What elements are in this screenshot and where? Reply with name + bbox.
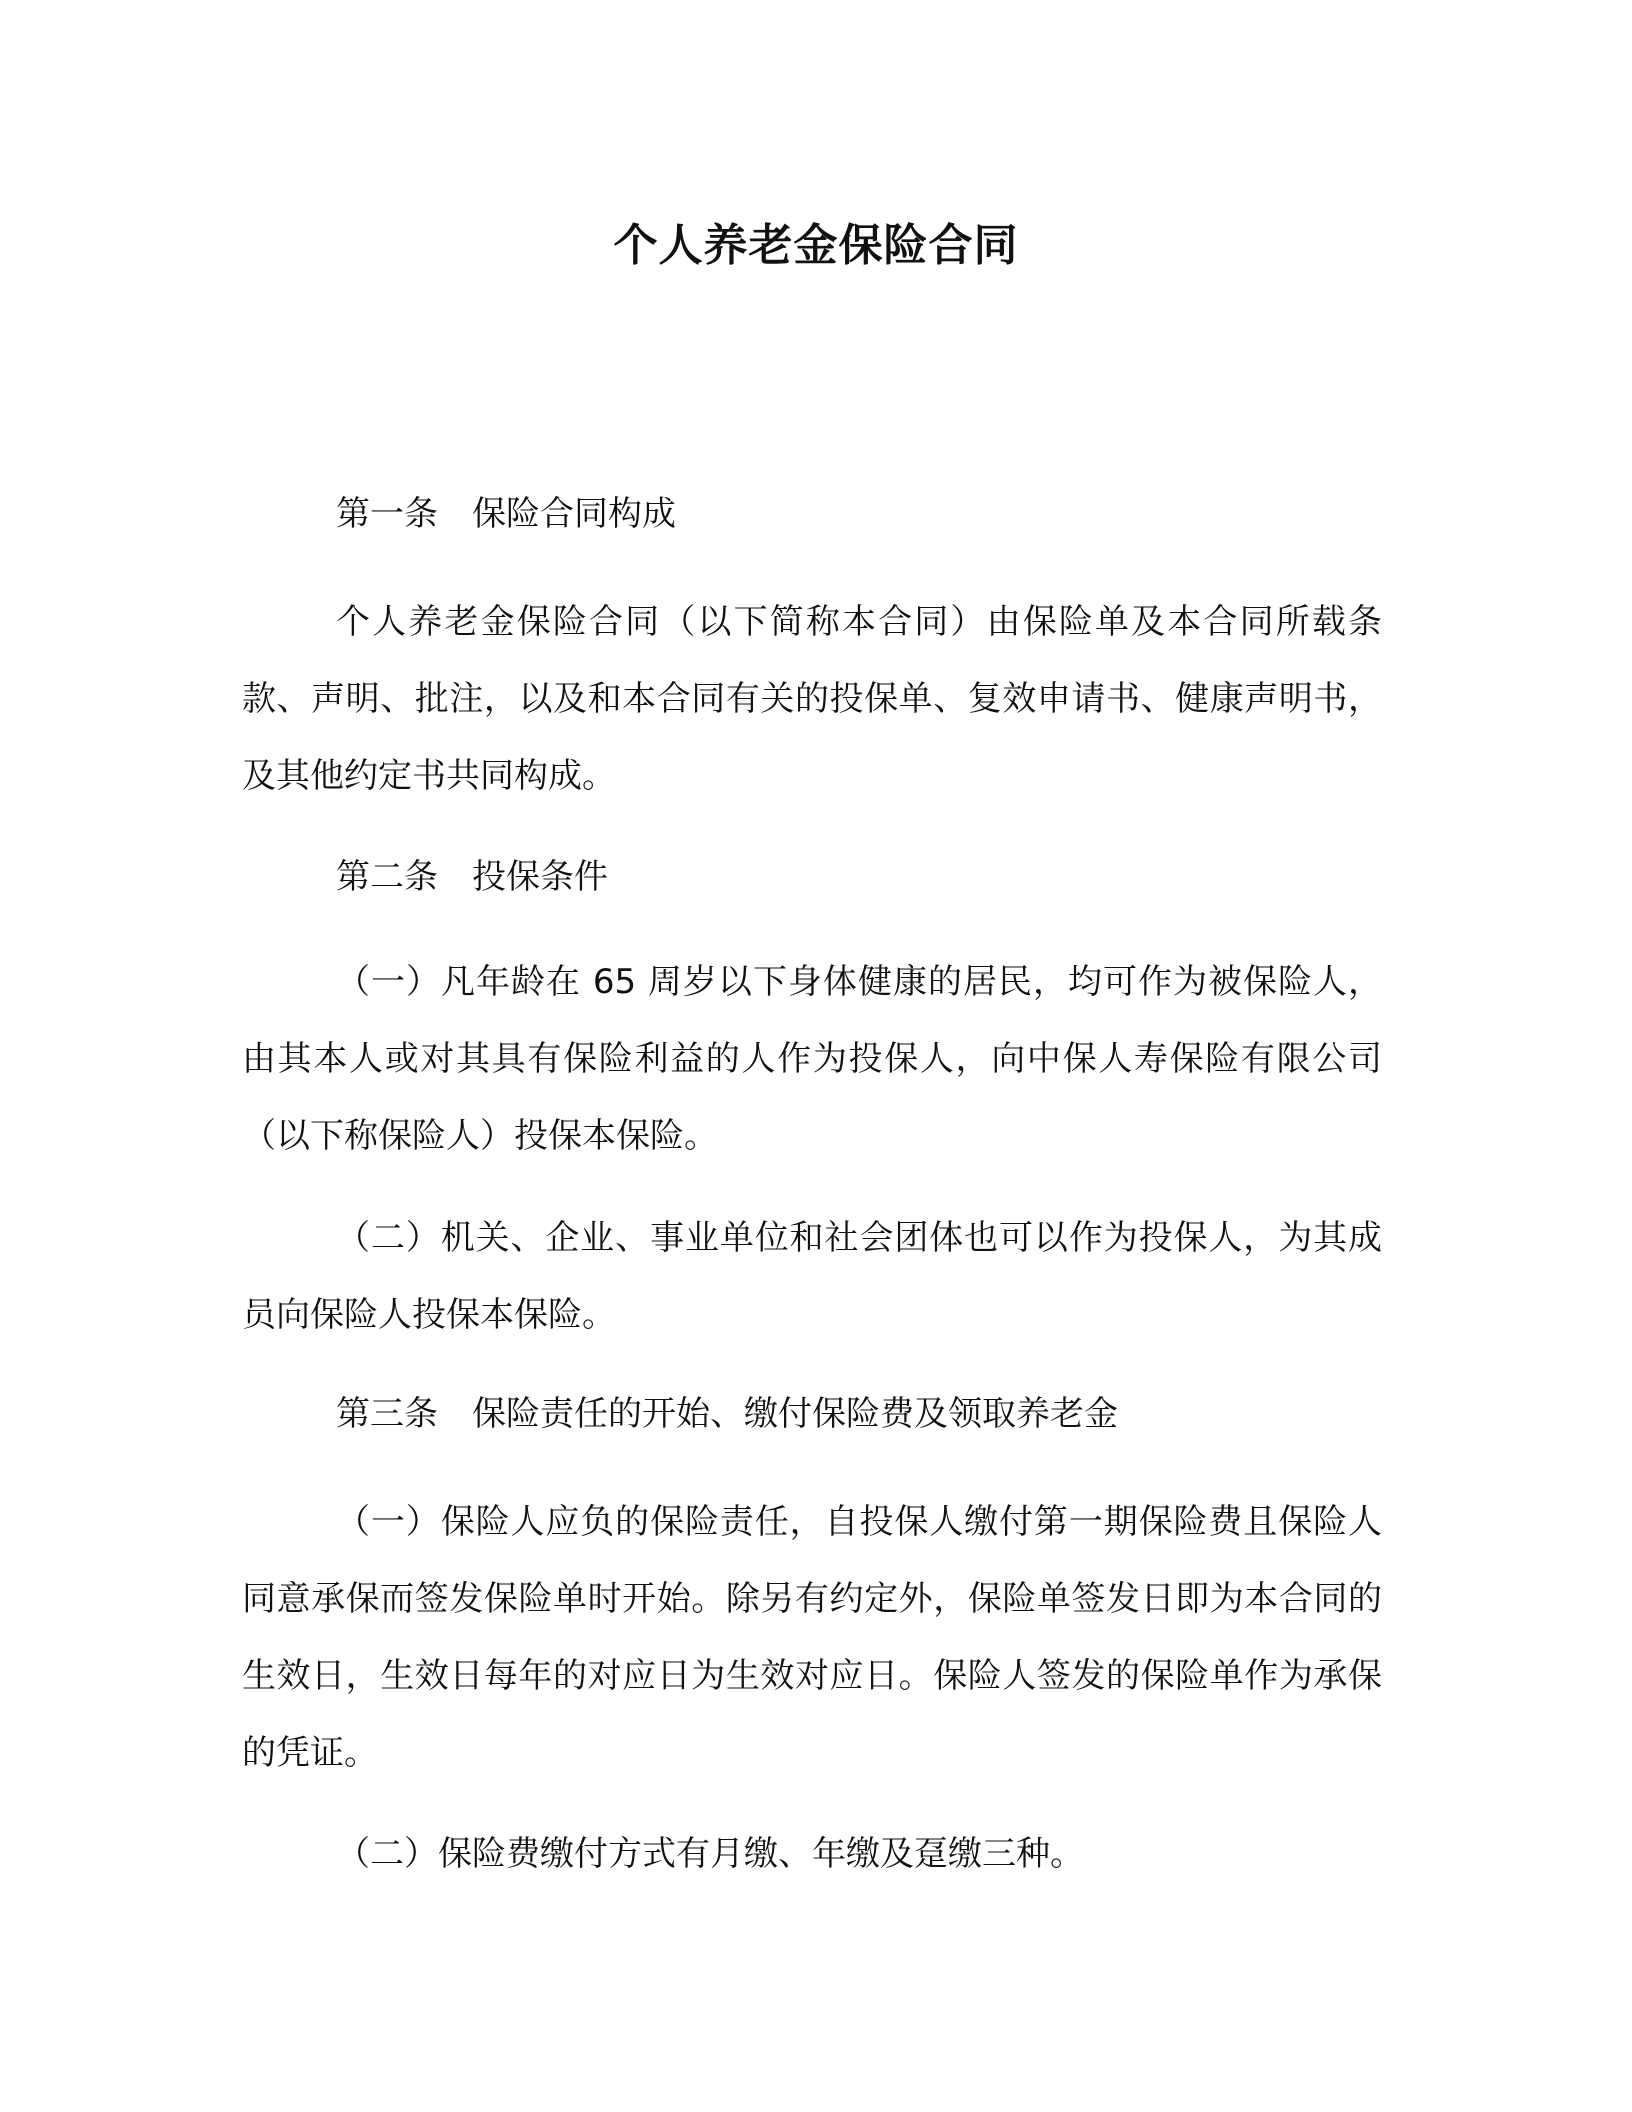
document-title: 个人养老金保险合同 — [613, 220, 1019, 271]
article-3-paragraph-1: （一）保险人应负的保险责任，自投保人缴付第一期保险费且保险人同意承保而签发保险单时开始。除另有约定外，保险单签发日即为本合同的生效日，生效日每年的对应日为生效对应日。保险人签发的保险单作为承保的凭证。 — [242, 1502, 1382, 1773]
article-2-paragraph-1: （一）凡年龄在 65 周岁以下身体健康的居民，均可作为被保险人，由其本人或对其具有保险利益的人作为投保人，向中保人寿保险有限公司（以下称保险人）投保本保险。 — [242, 962, 1382, 1156]
article-2-heading: 第二条 投保条件 — [336, 857, 608, 897]
article-3-paragraph-2: （二）保险费缴付方式有月缴、年缴及趸缴三种。 — [336, 1834, 1084, 1874]
article-2-paragraph-2: （二）机关、企业、事业单位和社会团体也可以作为投保人，为其成员向保险人投保本保险。 — [242, 1218, 1382, 1335]
article-3-heading: 第三条 保险责任的开始、缴付保险费及领取养老金 — [336, 1394, 1118, 1434]
article-1-heading: 第一条 保险合同构成 — [336, 494, 676, 534]
article-1-paragraph-1: 个人养老金保险合同（以下简称本合同）由保险单及本合同所载条款、声明、批注，以及和本合同有关的投保单、复效申请书、健康声明书，及其他约定书共同构成。 — [242, 602, 1382, 796]
